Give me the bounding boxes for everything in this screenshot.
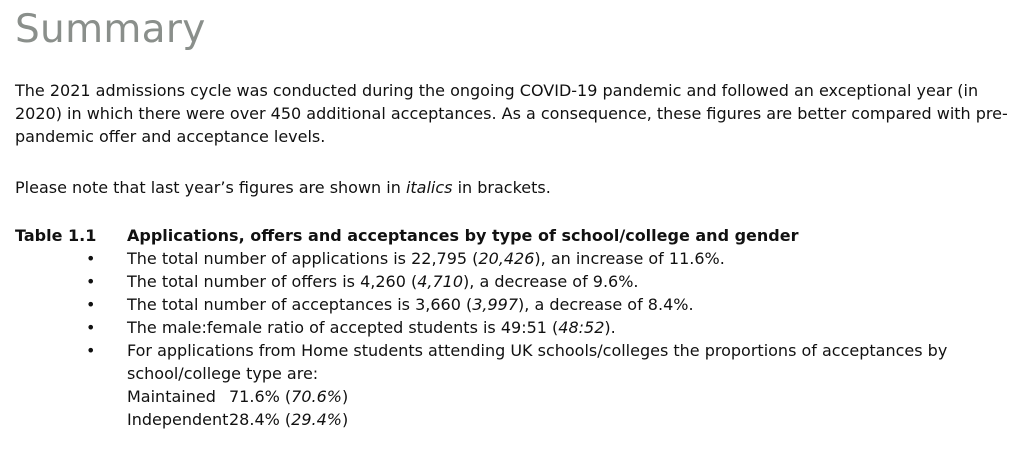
- note-text-start: Please note that last year’s figures are shown in: [15, 178, 406, 197]
- proportion-row-maintained: [127, 385, 1025, 408]
- item-text: The total number of applications is 22,795 (: [127, 249, 479, 268]
- bullet-icon: •: [86, 249, 96, 268]
- list-item: [15, 270, 1025, 293]
- list-item: [15, 293, 1025, 316]
- school-type-label: Maintained: [127, 387, 216, 406]
- bullet-icon: •: [86, 295, 96, 314]
- table-title: Applications, offers and acceptances by type of school/college and gender: [127, 226, 799, 245]
- note-italic-word: italics: [405, 178, 453, 197]
- previous-year-value: 3,997: [472, 295, 519, 314]
- summary-bullet-list: [15, 247, 1025, 431]
- previous-year-value: 48:52: [558, 318, 605, 337]
- note-paragraph: [15, 176, 1025, 199]
- previous-year-value: 20,426: [478, 249, 535, 268]
- page-title: Summary: [15, 7, 206, 52]
- previous-year-value: 4,710: [417, 272, 464, 291]
- table-heading: [15, 224, 1015, 247]
- item-text: The total number of offers is 4,260 (: [127, 272, 418, 291]
- list-item: [15, 247, 1025, 270]
- item-text-end: ), a decrease of 9.6%.: [463, 272, 639, 291]
- note-text-end: in brackets.: [452, 178, 551, 197]
- item-text-end: ), a decrease of 8.4%.: [518, 295, 694, 314]
- list-item: [15, 339, 1025, 431]
- proportions-intro: For applications from Home students attending UK schools/colleges the proportions of acceptances by school/college type are:: [127, 341, 948, 383]
- bullet-icon: •: [86, 341, 96, 360]
- proportion-row-independent: [127, 408, 1025, 431]
- close-bracket: ): [341, 387, 349, 406]
- close-bracket: ): [341, 410, 349, 429]
- item-text-end: ), an increase of 11.6%.: [534, 249, 725, 268]
- proportion-value: [229, 408, 348, 431]
- table-label: Table 1.1: [15, 226, 97, 245]
- current-value: 71.6% (: [229, 387, 292, 406]
- item-text: The total number of acceptances is 3,660 (: [127, 295, 473, 314]
- list-item: [15, 316, 1025, 339]
- item-text: The male:female ratio of accepted students is 49:51 (: [127, 318, 559, 337]
- bullet-icon: •: [86, 318, 96, 337]
- previous-year-value: 70.6%: [291, 387, 342, 406]
- bullet-icon: •: [86, 272, 96, 291]
- current-value: 28.4% (: [229, 410, 292, 429]
- intro-paragraph: The 2021 admissions cycle was conducted during the ongoing COVID-19 pandemic and followed an exceptional year (in 2020) in which there were over 450 additional acceptances. As a consequence, these figures are better compared with pre-pandemic offer and acceptance levels.: [15, 81, 1008, 146]
- item-text-end: ).: [604, 318, 616, 337]
- proportion-value: [229, 385, 348, 408]
- previous-year-value: 29.4%: [291, 410, 342, 429]
- school-type-label: Independent: [127, 410, 229, 429]
